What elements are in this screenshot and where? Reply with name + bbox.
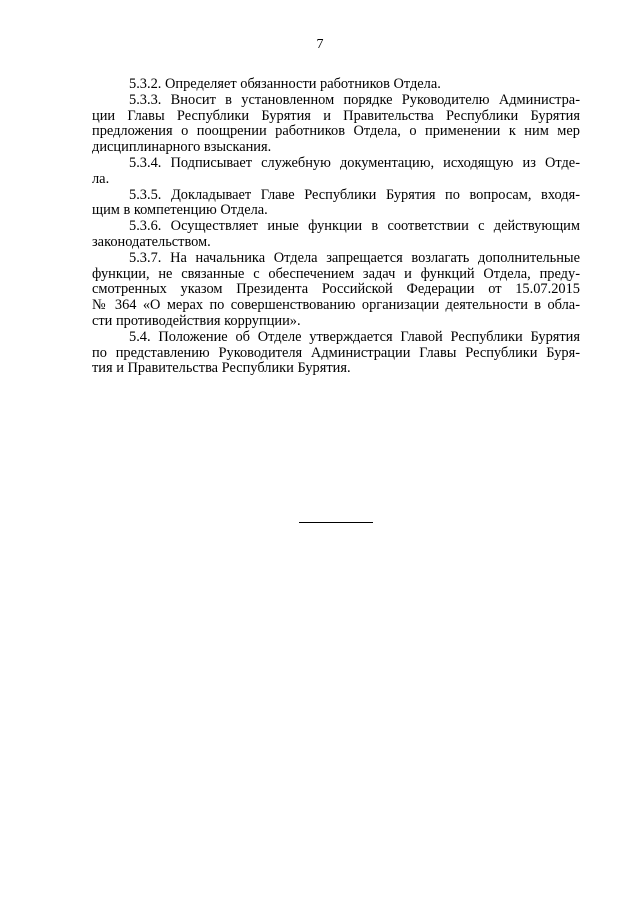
text-line: предложения о поощрении работников Отдела, о применении к ним мер xyxy=(92,123,580,140)
text-line: 5.3.4. Подписывает служебную документацию, исходящую из Отде- xyxy=(129,154,580,171)
text-line: ции Главы Республики Бурятия и Правительства Республики Бурятия xyxy=(92,107,580,124)
paragraph-5-3-4 xyxy=(92,156,580,188)
text-line: 5.3.7. На начальника Отдела запрещается возлагать дополнительные xyxy=(129,249,580,266)
document-body xyxy=(92,77,580,377)
text-line: № 364 «О мерах по совершенствованию организации деятельности в обла- xyxy=(92,297,580,314)
paragraph-5-3-6 xyxy=(92,219,580,251)
text-line: сти противодействия коррупции». xyxy=(92,312,301,329)
text-line: 5.3.3. Вносит в установленном порядке Руководителю Администра- xyxy=(129,91,580,108)
text-line: тия и Правительства Республики Бурятия. xyxy=(92,360,351,377)
text-line: 5.3.2. Определяет обязанности работников Отдела. xyxy=(129,76,441,92)
paragraph-5-3-3 xyxy=(92,93,580,156)
text-line: щим в компетенцию Отдела. xyxy=(92,202,268,219)
paragraph-5-3-7 xyxy=(92,251,580,330)
end-of-document-rule xyxy=(299,522,373,523)
text-line: по представлению Руководителя Администрации Главы Республики Буря- xyxy=(92,344,580,361)
text-line: 5.3.5. Докладывает Главе Республики Бурятия по вопросам, входя- xyxy=(129,186,580,203)
text-line: ла. xyxy=(92,170,110,187)
paragraph-5-4 xyxy=(92,330,580,377)
paragraph-5-3-2 xyxy=(92,77,580,93)
text-line: смотренных указом Президента Российской Федерации от 15.07.2015 xyxy=(92,281,580,298)
text-line: 5.3.6. Осуществляет иные функции в соответствии с действующим xyxy=(129,218,580,235)
text-line: законодательством. xyxy=(92,233,211,250)
paragraph-5-3-5 xyxy=(92,188,580,220)
page-number: 7 xyxy=(316,37,324,52)
text-line: дисциплинарного взыскания. xyxy=(92,139,272,156)
text-line: функции, не связанные с обеспечением задач и функций Отдела, преду- xyxy=(92,265,580,282)
text-line: 5.4. Положение об Отделе утверждается Главой Республики Бурятия xyxy=(129,328,580,345)
